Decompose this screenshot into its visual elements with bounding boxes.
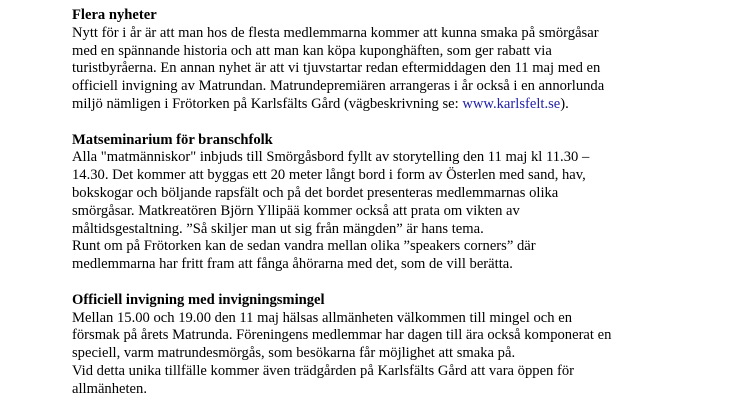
- section-heading: Officiell invigning med invigningsmingel: [72, 291, 325, 308]
- section-heading: Flera nyheter: [72, 7, 157, 23]
- paragraph-line: måltidsgestaltning. ”Så skiljer man ut sig från mängden” är hans tema.: [72, 220, 484, 237]
- paragraph-line: officiell invigning av Matrundan. Matrundepremiären arrangeras i år också i en annorlunda: [72, 78, 605, 95]
- link-line-after: ).: [560, 95, 569, 112]
- paragraph-line: allmänheten.: [72, 380, 147, 397]
- document-page: [72, 7, 738, 399]
- paragraph-line: smörgåsar. Matkreatören Björn Yllipää kommer också att prata om vikten av: [72, 202, 520, 219]
- paragraph-line: Alla "matmänniskor" inbjuds till Smörgåsbord fyllt av storytelling den 11 maj kl 11.30 –: [72, 149, 590, 166]
- section-matseminarium: [72, 132, 738, 274]
- link-line-before: miljö nämligen i Frötorken på Karlsfälts Gård (vägbeskrivning se:: [72, 95, 463, 112]
- karlsfelt-website-link[interactable]: www.karlsfelt.se: [462, 95, 561, 112]
- paragraph-line: bokskogar och böljande rapsfält och på det bordet presenteras medlemmarnas olika: [72, 184, 559, 201]
- paragraph-line: medlemmarna har fritt fram att fånga åhörarna med det, som de vill berätta.: [72, 256, 513, 273]
- section-officiell-invigning: [72, 292, 738, 399]
- section-heading: Matseminarium för branschfolk: [72, 131, 273, 148]
- paragraph-line: med en spännande historia och att man kan köpa kuponghäften, som ger rabatt via: [72, 42, 552, 59]
- paragraph-line-with-link: [72, 96, 738, 114]
- paragraph-line: turistbyråerna. En annan nyhet är att vi tjuvstartar redan eftermiddagen den 11 maj med en: [72, 60, 601, 77]
- paragraph-line: Mellan 15.00 och 19.00 den 11 maj hälsas allmänheten välkommen till mingel och en: [72, 309, 572, 326]
- section-flera-nyheter: [72, 7, 738, 114]
- paragraph-line: speciell, varm matrundesmörgås, som besökarna får möjlighet att smaka på.: [72, 345, 516, 362]
- paragraph-line: 14.30. Det kommer att byggas ett 20 meter långt bord i form av Österlen med sand, hav,: [72, 167, 586, 184]
- paragraph-line: Runt om på Frötorken kan de sedan vandra mellan olika ”speakers corners” där: [72, 238, 536, 255]
- paragraph-line: försmak på årets Matrunda. Föreningens medlemmar har dagen till ära också komponerat en: [72, 327, 612, 344]
- paragraph-line: Vid detta unika tillfälle kommer även trädgården på Karlsfälts Gård att vara öppen för: [72, 362, 575, 379]
- paragraph-line: Nytt för i år är att man hos de flesta medlemmarna kommer att kunna smaka på smörgåsar: [72, 24, 599, 41]
